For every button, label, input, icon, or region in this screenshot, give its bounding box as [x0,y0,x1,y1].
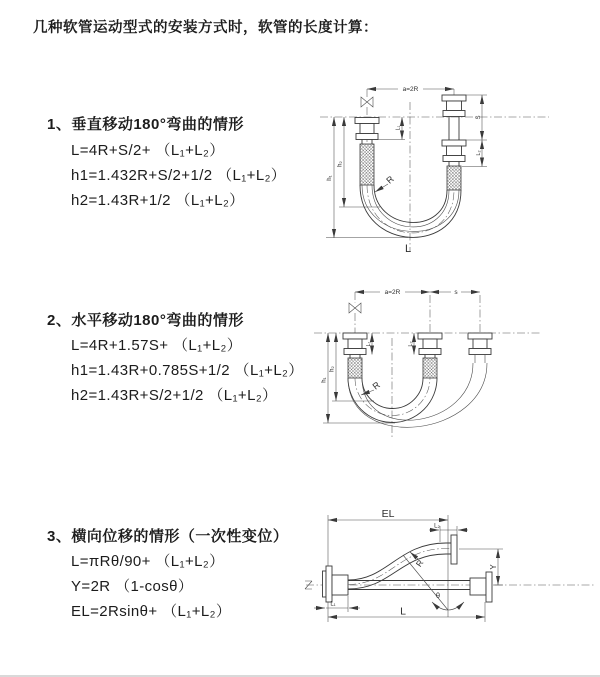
dim-label-EL: EL [381,508,395,520]
dimension-L1 [378,117,405,140]
moved-pipe-fitting [468,333,492,363]
extension-lines [328,515,485,622]
left-pipe-fitting [355,118,379,186]
dim-label-Y: Y [489,564,498,570]
radius-label: R [370,379,382,392]
valve-icon [349,303,361,313]
section2-heading: 2、水平移动180°弯曲的情形 [47,312,244,329]
section1-heading: 1、垂直移动180°弯曲的情形 [47,116,244,133]
dimension-L2 [408,333,414,355]
straight-pipe-original [348,572,492,602]
dim-label-L2: L₂ [408,341,414,347]
dim-label-h2: h₂ [337,161,344,167]
dim-label-L1: L₁ [330,601,336,608]
hose-bend-curves [348,363,487,427]
radius-label: R [413,557,426,569]
dim-label-a2R: a=2R [402,86,419,93]
dim-label-L1: L₁ [366,341,372,347]
section1-formula-h1: h1=1.432R+S/2+1/2 （L₁+L₂） [71,167,287,184]
dim-label-L1: L₁ [395,125,402,131]
dimension-s [430,288,480,297]
radius-leader [375,174,396,192]
right-pipe-fitting [442,95,466,190]
section3-heading: 3、横向位移的情形（一次性变位） [47,528,289,545]
dim-label-L: L [400,605,406,618]
section3-formula-EL: EL=2Rsinθ+ （L₁+L₂） [71,603,232,620]
section3-formula-L: L=πRθ/90+ （L₁+L₂） [71,553,225,570]
dimension-L1 [314,602,360,609]
dim-label-h2: h₂ [329,366,336,372]
dim-label-L2: L₂ [434,523,440,530]
section2-formula-L: L=4R+1.57S+ （L₁+L₂） [71,337,243,354]
diagram-horizontal-bend [310,283,550,448]
dim-label-h1: h₁ [327,175,333,181]
hose-bend-curves [360,185,461,237]
dimension-L [328,606,485,618]
dim-label-S: S [476,115,482,120]
valve-icon [361,97,373,107]
radius-label: R [384,173,396,186]
upper-flange [451,535,457,564]
length-label: L [404,243,412,255]
dimension-L2 [429,524,468,531]
section2-formula-h2: h2=1.43R+S/2+1/2 （L₁+L₂） [71,387,278,404]
dimension-a2R [355,288,430,297]
middle-pipe-fitting [418,333,442,378]
diagram-lateral-displacement [300,502,600,652]
section1-formula-h2: h2=1.43R+1/2 （L₁+L₂） [71,192,245,209]
section1-formula-L: L=4R+S/2+ （L₁+L₂） [71,142,225,159]
page-title: 几种软管运动型式的安装方式时，软管的长度计算： [33,20,378,36]
dim-label-s: s [454,289,458,296]
dim-label-L2: L₂ [476,150,482,156]
dimension-S [465,95,487,140]
left-pipe-fitting [323,566,349,602]
left-pipe-fitting [343,333,367,378]
section2-formula-h1: h1=1.43R+0.785S+1/2 （L₁+L₂） [71,362,304,379]
dim-label-a2R: a=2R [384,289,401,296]
diagram-vertical-bend [312,80,557,260]
section3-formula-Y: Y=2R （1-cosθ） [71,578,194,595]
dim-label-h1: h₁ [321,377,328,383]
dimension-EL [328,508,448,520]
dimension-a2R [367,85,454,94]
theta-label: θ [435,591,441,600]
